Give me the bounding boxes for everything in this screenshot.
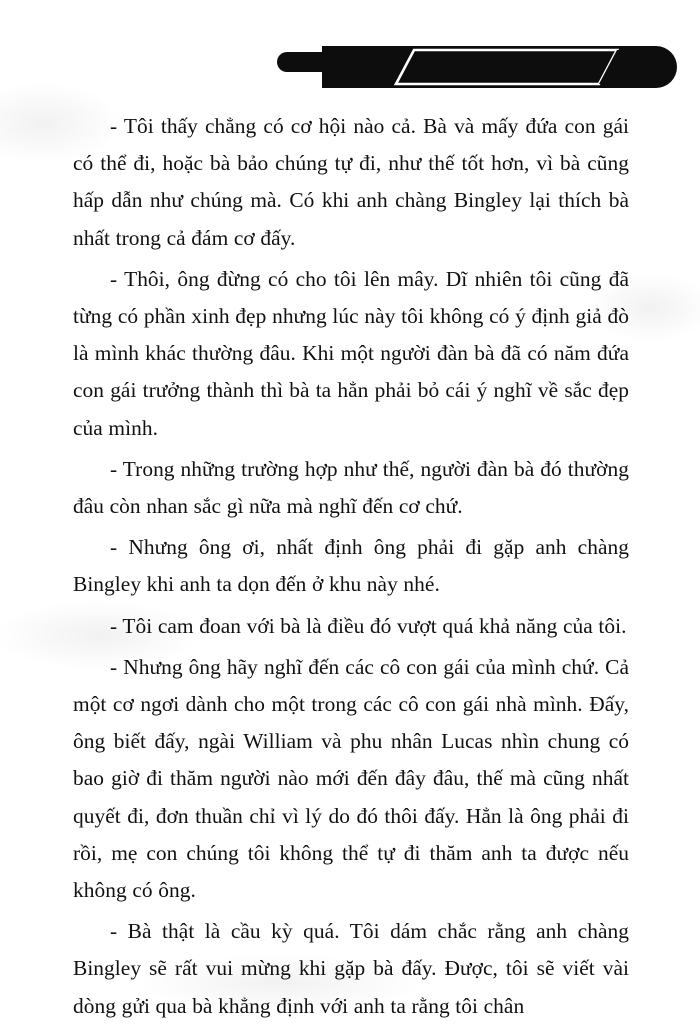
paragraph: - Nhưng ông hãy nghĩ đến các cô con gái của mình chứ. Cả một cơ ngơi dành cho một trong các cô con gái nhà mình. Đấy, ông biết đấy, ngài William và phu nhân Lucas nhìn chung có bao giờ đi thăm người nào mới đến đây đâu, thế mà cũng nhất quyết đi, đơn thuần chỉ vì lý do đó thôi đấy. Hẳn là ông phải đi rồi, mẹ con chúng tôi không thể tự đi thăm anh ta được nếu không có ông.	[73, 654, 629, 903]
paragraph: - Thôi, ông đừng có cho tôi lên mây. Dĩ nhiên tôi cũng đã từng có phần xinh đẹp nhưng lúc này tôi không có ý định giả đò là mình khác thường đâu. Khi một người đàn bà đã có năm đứa con gái trưởng thành thì bà ta hẳn phải bỏ cái ý nghĩ về sắc đẹp của mình.	[73, 266, 629, 440]
body-text-column	[73, 108, 629, 1025]
banner-right-cap	[322, 46, 677, 88]
paragraph: - Trong những trường hợp như thế, người đàn bà đó thường đâu còn nhan sắc gì nữa mà nghĩ đến cơ chứ.	[73, 456, 629, 519]
banner-graphic	[0, 40, 700, 96]
paragraph: - Tôi cam đoan với bà là điều đó vượt quá khả năng của tôi.	[110, 613, 627, 638]
paragraph: - Bà thật là cầu kỳ quá. Tôi dám chắc rằng anh chàng Bingley sẽ rất vui mừng khi gặp bà đấy. Được, tôi sẽ viết vài dòng gửi qua bà khẳng định với anh ta rằng tôi chân	[73, 919, 629, 1018]
running-head-title: JANE AUSTEN	[496, 95, 612, 110]
running-head-banner	[0, 40, 700, 110]
paragraph: - Nhưng ông ơi, nhất định ông phải đi gặp anh chàng Bingley khi anh ta dọn đến ở khu này nhé.	[73, 535, 629, 597]
paragraph: - Tôi thấy chẳng có cơ hội nào cả. Bà và mấy đứa con gái có thể đi, hoặc bà bảo chúng tự đi, như thế tốt hơn, vì bà cũng hấp dẫn như chúng mà. Có khi anh chàng Bingley lại thích bà nhất trong cả đám cơ đấy.	[73, 114, 629, 250]
